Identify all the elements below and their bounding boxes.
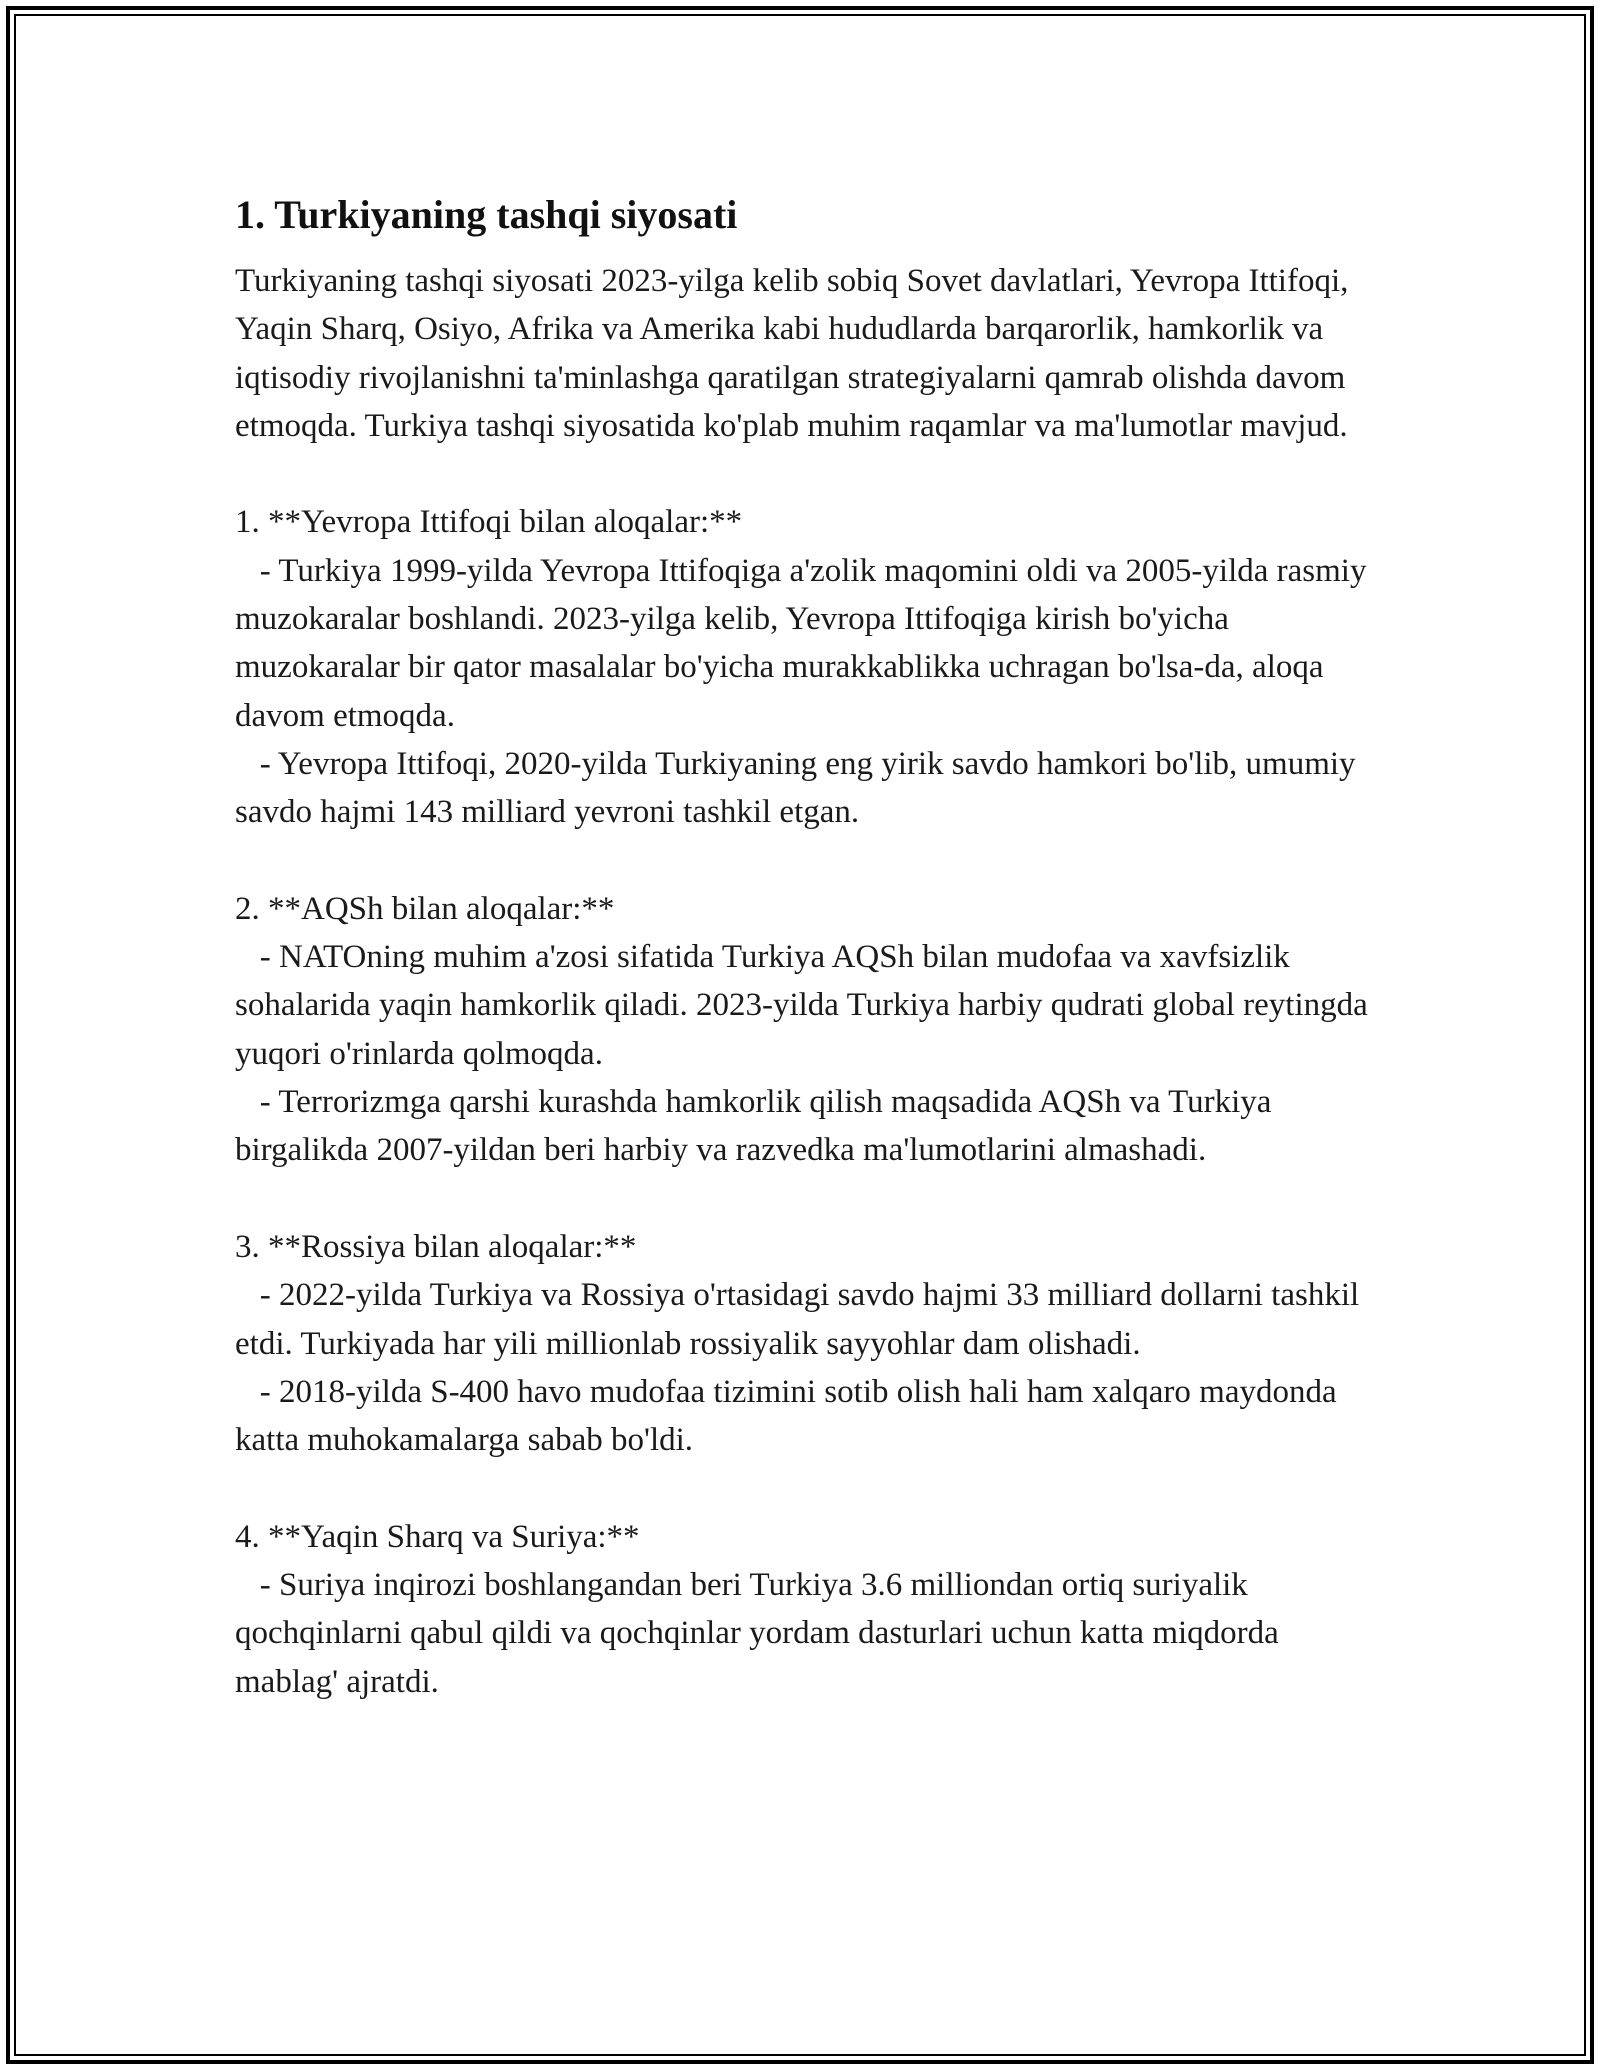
document-body [235, 185, 1375, 1706]
intro-paragraph: Turkiyaning tashqi siyosati 2023-yilga kelib sobiq Sovet davlatlari, Yevropa Ittifoqi, Yaqin Sharq, Osiyo, Afrika va Amerika kabi hududlarda barqarorlik, hamkorlik va iqtisodiy rivojlanishni ta'minlashga qaratilgan strategiyalarni qamrab olishda davom etmoqda. Turkiya tashqi siyosatida ko'plab muhim raqamlar va ma'lumotlar mavjud. [235, 263, 1349, 444]
section-bullet [235, 1078, 1375, 1175]
document-title: 1. Turkiyaning tashqi siyosati [235, 192, 738, 237]
bullet-text: - Terrorizmga qarshi kurashda hamkorlik qilish maqsadida AQSh va Turkiya birgalikda 2007-yildan beri harbiy va razvedka ma'lumotlarini almashadi. [235, 1084, 1272, 1169]
section-bullet [235, 1368, 1375, 1465]
section-heading: 1. **Yevropa Ittifoqi bilan aloqalar:** [235, 504, 743, 541]
section-bullet [235, 1271, 1375, 1368]
section-bullet [235, 547, 1375, 740]
section-heading: 4. **Yaqin Sharq va Suriya:** [235, 1518, 640, 1555]
section-russia-relations [235, 1223, 1375, 1464]
section-usa-relations [235, 885, 1375, 1175]
section-bullet [235, 933, 1375, 1078]
bullet-text: - Turkiya 1999-yilda Yevropa Ittifoqiga a'zolik maqomini oldi va 2005-yilda rasmiy muzokaralar boshlandi. 2023-yilga kelib, Yevropa Ittifoqiga kirish bo'yicha muzokaralar bir qator masalalar bo'yicha murakkablikka uchragan bo'lsa-da, aloqa davom etmoqda. [235, 552, 1367, 734]
section-heading: 3. **Rossiya bilan aloqalar:** [235, 1228, 637, 1265]
bullet-text: - Suriya inqirozi boshlangandan beri Turkiya 3.6 milliondan ortiq suriyalik qochqinlarni qabul qildi va qochqinlar yordam dasturlari uchun katta miqdorda mablag' ajratdi. [235, 1567, 1279, 1700]
section-eu-relations [235, 498, 1375, 836]
bullet-text: - 2018-yilda S-400 havo mudofaa tizimini sotib olish hali ham xalqaro maydonda katta muhokamalarga sabab bo'ldi. [235, 1373, 1337, 1459]
section-heading: 2. **AQSh bilan aloqalar:** [235, 890, 615, 927]
section-bullet [235, 740, 1375, 837]
bullet-text: - 2022-yilda Turkiya va Rossiya o'rtasidagi savdo hajmi 33 milliard dollarni tashkil etdi. Turkiyada har yili millionlab rossiyalik sayyohlar dam olishadi. [235, 1277, 1360, 1362]
section-middle-east-syria [235, 1513, 1375, 1706]
bullet-text: - Yevropa Ittifoqi, 2020-yilda Turkiyaning eng yirik savdo hamkori bo'lib, umumiy savdo hajmi 143 milliard yevroni tashkil etgan. [235, 745, 1356, 831]
bullet-text: - NATOning muhim a'zosi sifatida Turkiya AQSh bilan mudofaa va xavfsizlik sohalarida yaqin hamkorlik qiladi. 2023-yilda Turkiya harbiy qudrati global reytingda yuqori o'rinlarda qolmoqda. [235, 939, 1368, 1072]
section-bullet [235, 1561, 1375, 1706]
